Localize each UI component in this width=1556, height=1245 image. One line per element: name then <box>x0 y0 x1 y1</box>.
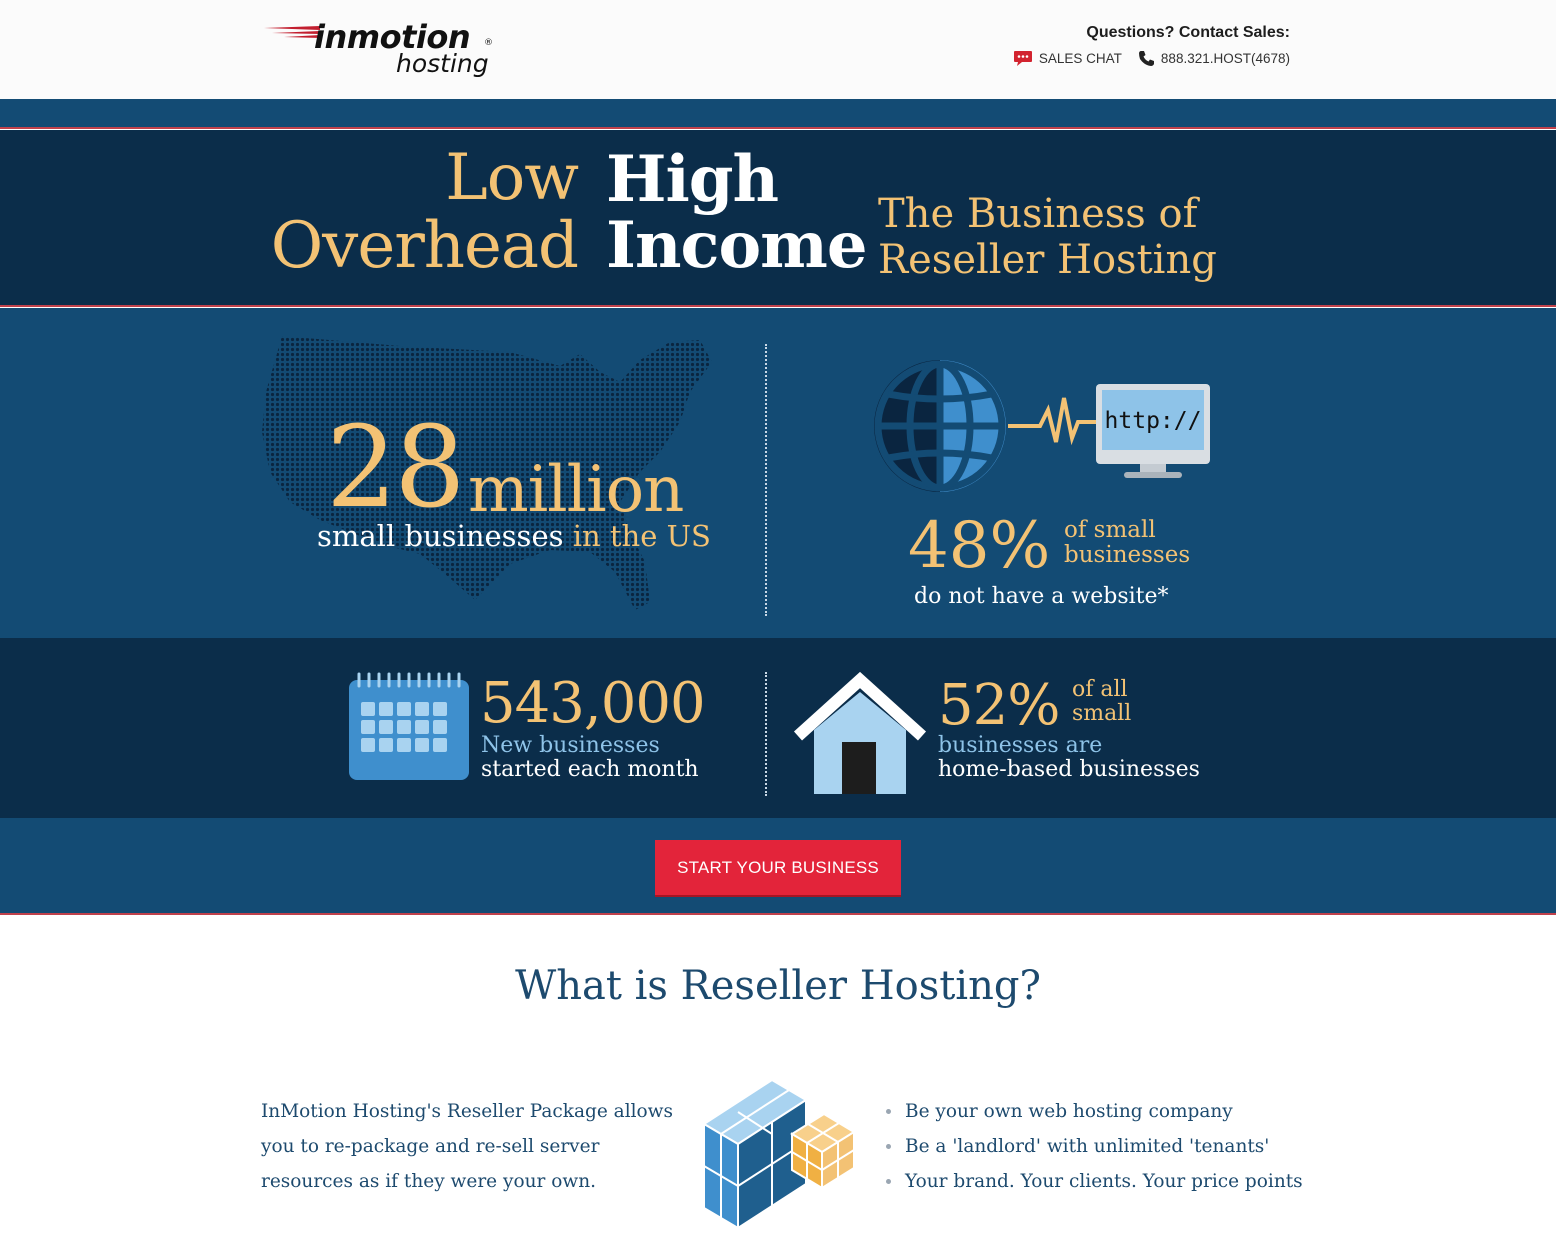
stat-52-caption <box>938 734 1200 782</box>
stats-divider <box>765 672 767 796</box>
phone-icon <box>1138 50 1155 67</box>
calendar-icon <box>349 672 469 782</box>
section-title: What is Reseller Hosting? <box>515 963 1041 1009</box>
stat-543000-caption <box>481 734 699 782</box>
benefit-text: Be a 'landlord' with unlimited 'tenants' <box>905 1136 1270 1157</box>
site-header <box>0 0 1556 99</box>
house-icon <box>792 670 928 796</box>
chat-bubble-icon <box>1013 50 1033 67</box>
sales-chat-label: SALES CHAT <box>1038 51 1122 66</box>
bullet-dot-icon <box>886 1144 891 1149</box>
hero-overhead: Overhead <box>270 209 578 283</box>
stat-52-of-line-2: small <box>1072 701 1132 727</box>
hero-income: Income <box>606 208 867 283</box>
list-item <box>886 1164 1303 1199</box>
red-rule <box>0 127 1556 129</box>
contact-links <box>1003 50 1290 67</box>
red-rule <box>0 913 1556 915</box>
logo-brand-text: inmotion <box>314 18 471 56</box>
stat-52-percent: 52% <box>938 673 1060 738</box>
list-item <box>886 1129 1303 1164</box>
logo-swoosh-icon <box>262 24 322 40</box>
hero-high: High <box>606 142 779 217</box>
reseller-benefits-list <box>886 1094 1303 1199</box>
hero-low: Low <box>445 141 578 215</box>
globe-to-monitor-icon <box>872 358 1212 498</box>
stat-us-caption <box>317 519 711 553</box>
inmotion-logo[interactable] <box>262 16 502 84</box>
sales-chat-link[interactable] <box>1013 50 1122 67</box>
hero-business-line-2: Reseller Hosting <box>878 237 1217 283</box>
stat-48-of <box>1064 518 1190 569</box>
hero-top-band <box>0 99 1556 128</box>
list-item <box>886 1094 1303 1129</box>
stat-us-caption-gold: in the US <box>563 519 711 553</box>
stats-band-upper <box>0 308 1556 638</box>
stat-52-line-1: businesses are <box>938 733 1103 758</box>
registered-mark-icon: ® <box>484 38 493 48</box>
stats-band-lower <box>0 638 1556 818</box>
stat-us-caption-white: small businesses <box>317 519 564 553</box>
contact-sales <box>1038 24 1290 66</box>
contact-title: Questions? Contact Sales: <box>1086 24 1290 41</box>
stat-28-number: 28 <box>326 403 463 533</box>
stat-52-of <box>1072 678 1131 726</box>
bullet-dot-icon <box>886 1179 891 1184</box>
stat-48-of-line-1: of small <box>1064 517 1156 543</box>
phone-link[interactable] <box>1138 50 1290 67</box>
phone-number: 888.321.HOST(4678) <box>1160 51 1290 66</box>
cube-blocks-icon <box>700 1078 860 1234</box>
reseller-description: InMotion Hosting's Reseller Package allows you to re-package and re-sell server resources as if they were your own. <box>261 1101 673 1192</box>
benefit-text: Your brand. Your clients. Your price points <box>905 1171 1303 1192</box>
stat-52-line-2: home-based businesses <box>938 757 1200 783</box>
hero-business-line-1: The Business of <box>878 191 1198 237</box>
stat-48-of-line-2: businesses <box>1064 542 1191 569</box>
stat-million-unit: million <box>468 453 684 527</box>
stat-52-of-line-1: of all <box>1072 677 1128 702</box>
stat-543000-line-1: New businesses <box>481 733 660 758</box>
http-screen-text: http:// <box>1104 408 1202 434</box>
stat-543000-line-2: started each month <box>481 757 699 783</box>
stat-48-caption: do not have a website* <box>914 584 1169 609</box>
red-rule <box>0 305 1556 307</box>
stats-divider <box>765 344 767 616</box>
benefit-text: Be your own web hosting company <box>905 1101 1233 1122</box>
stat-48-percent: 48% <box>908 509 1051 583</box>
start-your-business-button[interactable]: START YOUR BUSINESS <box>655 840 901 895</box>
stat-543000-number: 543,000 <box>480 671 705 736</box>
bullet-dot-icon <box>886 1109 891 1114</box>
logo-sub-text: hosting <box>396 49 489 78</box>
